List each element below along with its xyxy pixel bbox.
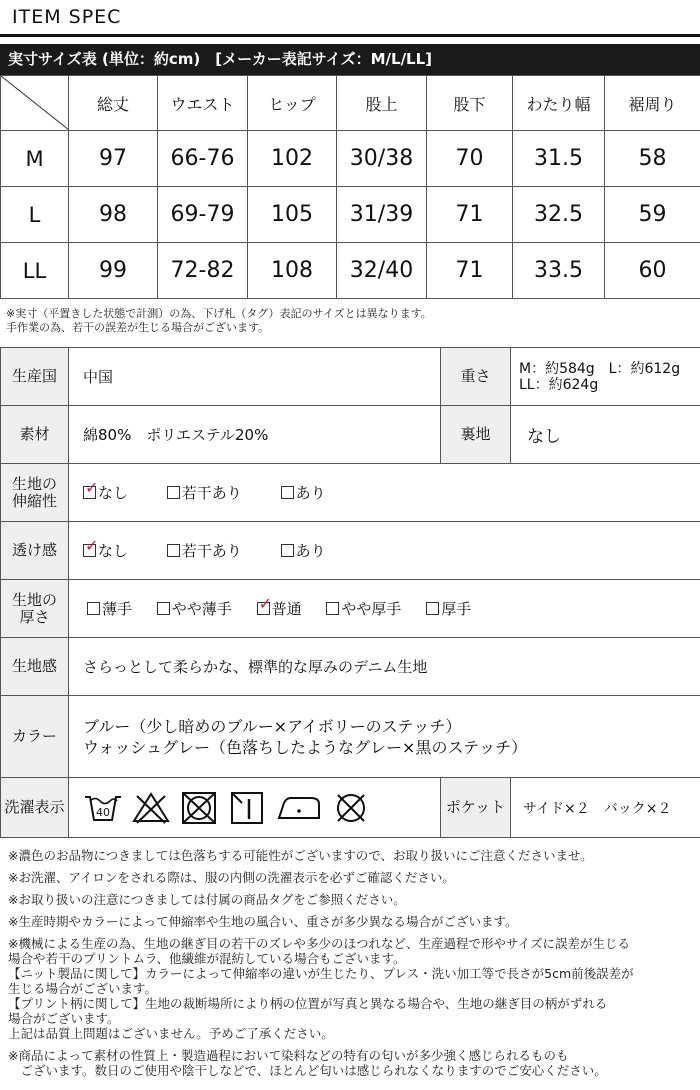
checkbox-icon — [326, 602, 339, 615]
table-cell: 60 — [605, 243, 700, 299]
option-label: 厚手 — [441, 600, 472, 618]
sheer-option — [83, 536, 129, 561]
spec-row-material — [1, 406, 700, 464]
table-cell: 70 — [427, 131, 513, 187]
table-cell: 105 — [248, 187, 337, 243]
note-line: 上記は品質上問題はございません。予めご了承ください。 — [8, 1026, 334, 1041]
column-header: わたり幅 — [513, 76, 605, 131]
table-cell: 102 — [248, 131, 337, 187]
stretch-option — [281, 482, 326, 503]
option-label: あり — [295, 484, 326, 502]
checkbox-icon — [281, 486, 294, 499]
checkbox-icon — [87, 602, 100, 615]
sheer-label: 透け感 — [1, 522, 69, 580]
note-line: ※生産時期やカラーによって伸縮率や生地の風合い、重さが多少異なる場合がございます。 — [8, 914, 518, 929]
size-table-header-row — [1, 76, 700, 131]
table-cell: 32.5 — [513, 187, 605, 243]
material-value: 綿80% ポリエステル20% — [69, 406, 441, 464]
stretch-label — [1, 464, 69, 522]
no-dry-clean-icon — [331, 790, 371, 826]
stretch-label-line: 生地の — [11, 474, 57, 493]
pocket-value: サイド×２ バック×２ — [511, 778, 700, 838]
iron-low-icon — [275, 790, 323, 826]
note-line: ※商品によって素材の性質上・製造過程において染料などの特有の匂いが多少強く感じられるものも — [8, 1048, 569, 1063]
note-line: ※機械による生産の為、生地の継ぎ目の若干のズレや多少のほつれなど、生産過程で形やサイズに誤差が生じる — [8, 936, 630, 951]
option-label: なし — [98, 542, 129, 560]
option-label: なし — [98, 484, 129, 502]
weight-label: 重さ — [441, 348, 511, 406]
checkbox-icon — [281, 544, 294, 557]
spec-table — [0, 347, 700, 838]
weight-value — [511, 348, 700, 406]
wash-temperature: 40 — [96, 805, 110, 819]
checkbox-icon — [157, 602, 170, 615]
origin-value: 中国 — [69, 348, 441, 406]
wash-icons — [69, 778, 441, 838]
checkbox-checked-icon: ✓ — [258, 594, 272, 613]
lining-label: 裏地 — [441, 406, 511, 464]
column-header: 股下 — [427, 76, 513, 131]
no-bleach-icon — [131, 790, 171, 826]
note-block — [8, 936, 698, 1041]
checkbox-icon — [167, 544, 180, 557]
size-table-title: 実寸サイズ表 (単位：約cm) [メーカー表記サイズ：M/L/LL] — [0, 44, 700, 75]
sheer-option — [281, 540, 326, 561]
thickness-option — [426, 598, 471, 619]
column-header: ウエスト — [158, 76, 248, 131]
size-table — [0, 75, 700, 299]
table-cell: 31.5 — [513, 131, 605, 187]
column-header: 裾周り — [605, 76, 700, 131]
thickness-option — [87, 598, 132, 619]
table-cell: 30/38 — [337, 131, 427, 187]
color-label: カラー — [1, 696, 69, 778]
table-cell: 108 — [248, 243, 337, 299]
table-cell: 97 — [69, 131, 158, 187]
origin-label: 生産国 — [1, 348, 69, 406]
table-row — [1, 131, 700, 187]
wash-label: 洗濯表示 — [1, 778, 69, 838]
table-cell: 69-79 — [158, 187, 248, 243]
pocket-label: ポケット — [441, 778, 511, 838]
table-cell: 99 — [69, 243, 158, 299]
material-label: 素材 — [1, 406, 69, 464]
note-line: ※お取り扱いの注意につきましては付属の商品タグをご参照ください。 — [8, 892, 406, 907]
table-cell: 71 — [427, 243, 513, 299]
lining-value: なし — [511, 406, 700, 464]
stretch-option — [83, 478, 129, 503]
column-header: 股上 — [337, 76, 427, 131]
thickness-label-line: 生地の — [11, 590, 57, 609]
stretch-options — [69, 464, 700, 522]
note-line: ございます。数日のご使用や陰干しなどで、ほとんど匂いは感じられなくなりますのでご安心ください。 — [8, 1063, 607, 1078]
table-row — [1, 243, 700, 299]
no-tumble-dry-icon — [179, 790, 219, 826]
size-label: L — [1, 187, 69, 243]
weight-line: LL：約624g — [519, 376, 599, 393]
notes-section — [8, 848, 698, 1085]
column-header: ヒップ — [248, 76, 337, 131]
note-line: 場合がございます。 — [8, 1011, 120, 1026]
size-label: M — [1, 131, 69, 187]
spec-row-origin — [1, 348, 700, 406]
spec-row-sheer — [1, 522, 700, 580]
feel-value: さらっとして柔らかな、標準的な厚みのデニム生地 — [69, 638, 700, 696]
option-label: 若干あり — [181, 542, 242, 560]
table-cell: 31/39 — [337, 187, 427, 243]
sheer-options — [69, 522, 700, 580]
page-title: ITEM SPEC — [12, 6, 122, 28]
thickness-option — [257, 594, 302, 619]
option-label: やや厚手 — [341, 600, 402, 618]
diagonal-line-icon — [1, 76, 69, 130]
spec-row-color — [1, 696, 700, 778]
thickness-option — [326, 598, 401, 619]
diagonal-corner-cell — [1, 76, 69, 131]
column-header: 総丈 — [69, 76, 158, 131]
checkbox-icon — [167, 486, 180, 499]
note-line: 生じる場合がございます。 — [8, 981, 158, 996]
stretch-option — [167, 482, 242, 503]
checkbox-checked-icon: ✓ — [85, 536, 99, 555]
size-label: LL — [1, 243, 69, 299]
option-label: 若干あり — [181, 484, 242, 502]
spec-row-thickness — [1, 580, 700, 638]
note-line: 場合や若干のプリントムラ、他繊維が混紡している場合もございます。 — [8, 951, 406, 966]
table-cell: 59 — [605, 187, 700, 243]
table-cell: 32/40 — [337, 243, 427, 299]
option-label: やや薄手 — [171, 600, 232, 618]
table-cell: 33.5 — [513, 243, 605, 299]
table-cell: 71 — [427, 187, 513, 243]
checkbox-icon — [426, 602, 439, 615]
color-line: ウォッシュグレー（色落ちしたようなグレー×黒のステッチ） — [83, 737, 528, 757]
note-block — [8, 1048, 698, 1078]
spec-row-wash — [1, 778, 700, 838]
size-note-line: 手作業の為、若干の誤差が生じる場合がございます。 — [6, 321, 270, 334]
note-line: ※濃色のお品物につきましては色落ちする可能性がございますので、お取り扱いにご注意くださいませ。 — [8, 848, 593, 863]
thickness-option — [157, 598, 232, 619]
spec-row-feel — [1, 638, 700, 696]
color-value — [69, 696, 700, 778]
size-note-line: ※実寸（平置きした状態で計測）の為、下げ札（タグ）表記のサイズとは異なります。 — [6, 307, 432, 320]
thickness-label-line: 厚さ — [19, 607, 50, 626]
feel-label: 生地感 — [1, 638, 69, 696]
thickness-label — [1, 580, 69, 638]
option-label: あり — [295, 542, 326, 560]
spec-row-stretch — [1, 464, 700, 522]
table-cell: 98 — [69, 187, 158, 243]
table-row — [1, 187, 700, 243]
note-line: 【プリント柄に関して】生地の裁断場所により柄の位置が写真と異なる場合や、生地の継ぎ目の柄がずれる — [8, 996, 608, 1011]
table-cell: 58 — [605, 131, 700, 187]
option-label: 薄手 — [102, 600, 133, 618]
stretch-label-line: 伸縮性 — [11, 491, 57, 510]
table-cell: 72-82 — [158, 243, 248, 299]
note-line: ※お洗濯、アイロンをされる際は、服の内側の洗濯表示を必ずご確認ください。 — [8, 870, 455, 885]
weight-line: M：約584g L：約612g — [519, 360, 681, 377]
note-line: 【ニット製品に関して】カラーによって伸縮率の違いが生じたり、プレス・洗い加工等で長さが5cm前後誤差が — [8, 966, 634, 981]
color-line: ブルー（少し暗めのブルー×アイボリーのステッチ） — [83, 716, 462, 736]
wash-40-icon — [83, 790, 123, 826]
checkbox-checked-icon: ✓ — [85, 478, 99, 497]
size-note — [6, 307, 432, 335]
option-label: 普通 — [271, 600, 302, 618]
sheer-option — [167, 540, 242, 561]
header-divider — [0, 34, 700, 37]
thickness-options — [69, 580, 700, 638]
table-cell: 66-76 — [158, 131, 248, 187]
line-dry-icon — [227, 790, 267, 826]
